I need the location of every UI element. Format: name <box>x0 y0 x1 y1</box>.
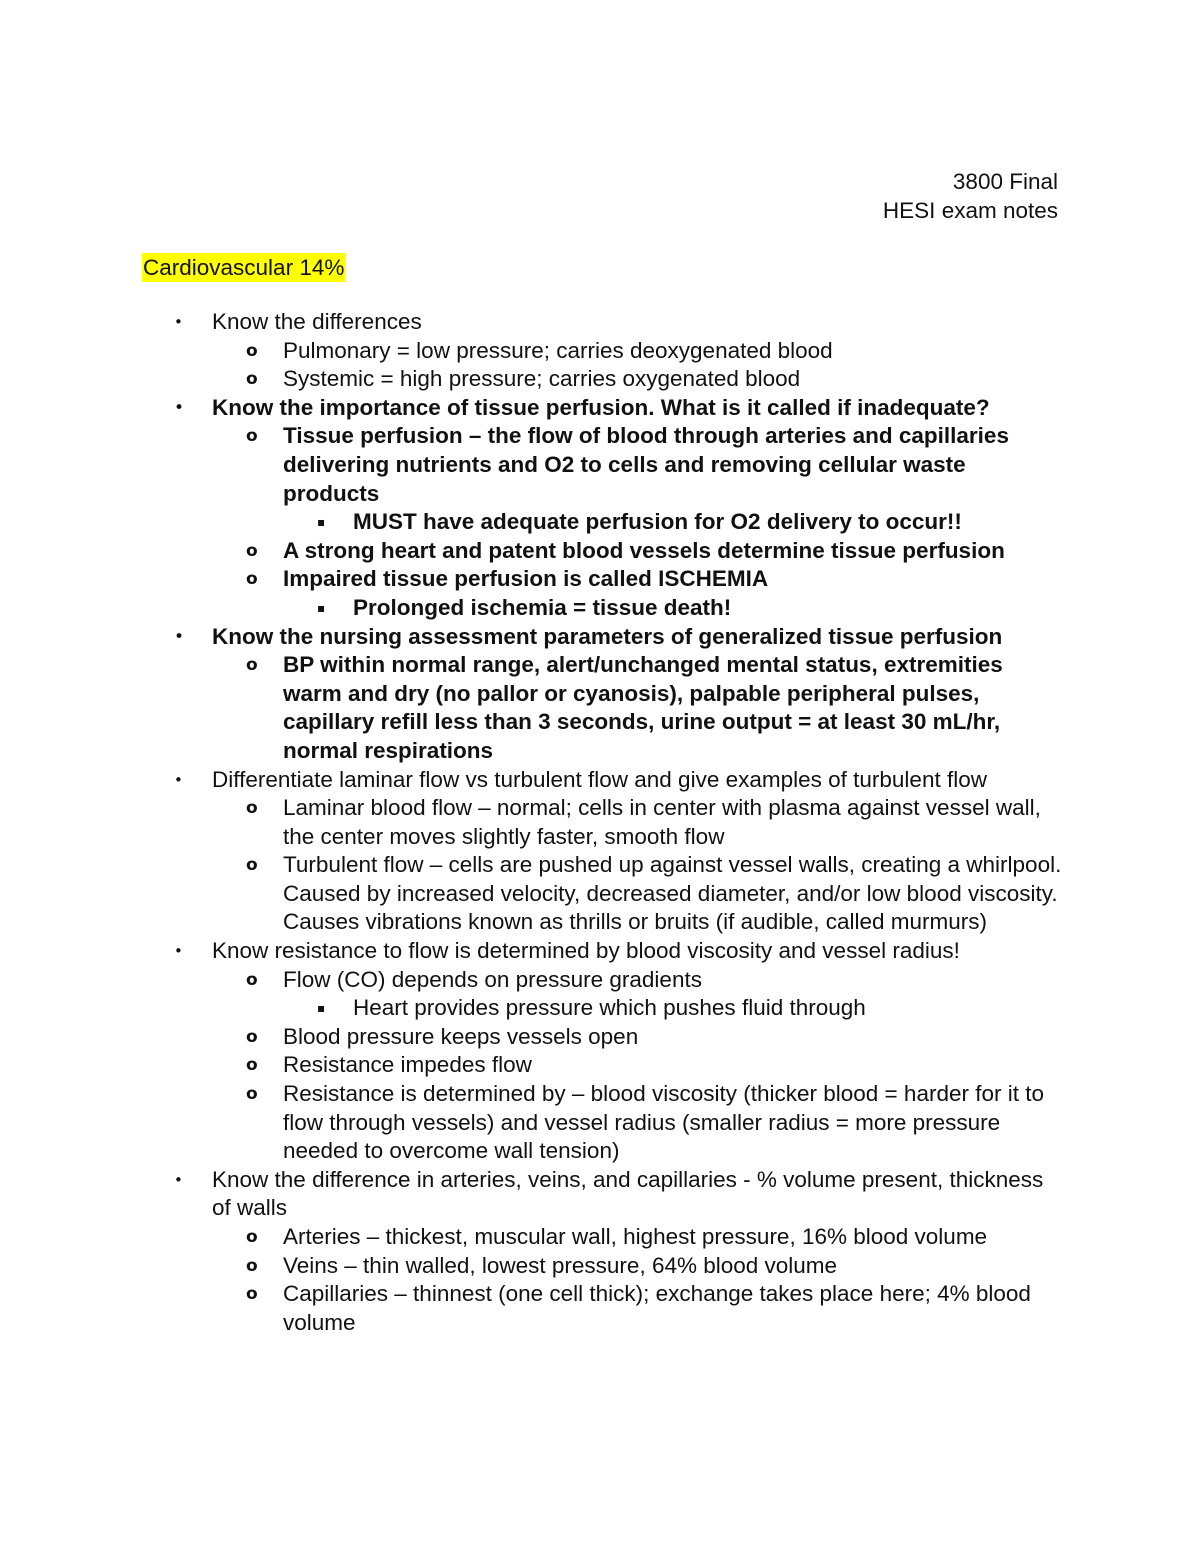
outline-item-text: Resistance impedes flow <box>283 1052 532 1078</box>
outline-item-text: Laminar blood flow – normal; cells in center with plasma against vessel wall, the center moves slightly faster, smooth flow <box>283 795 1041 849</box>
outline-item-level-2 <box>142 651 1062 765</box>
bullet-circle-icon: o <box>246 340 258 361</box>
bullet-circle-icon: o <box>246 369 258 390</box>
outline-item-level-2 <box>142 565 1062 594</box>
notes-list <box>142 308 1062 1337</box>
bullet-square-icon: ▪ <box>317 515 326 530</box>
outline-item-text: Veins – thin walled, lowest pressure, 64% blood volume <box>283 1252 838 1278</box>
outline-item-text: Know the difference in arteries, veins, and capillaries - % volume present, thickness of walls <box>212 1166 1044 1221</box>
outline-item-level-2 <box>142 1051 1062 1080</box>
outline-item-level-2 <box>142 1023 1062 1052</box>
bullet-circle-icon: o <box>246 1284 258 1305</box>
outline-item-level-2 <box>142 1080 1062 1166</box>
bullet-disc-icon: • <box>174 397 185 418</box>
outline-item-text: Heart provides pressure which pushes fluid through <box>353 995 866 1021</box>
outline-item-level-2 <box>142 851 1062 937</box>
outline-item-level-3 <box>142 508 1062 537</box>
outline-item-level-1 <box>142 623 1062 652</box>
bullet-circle-icon: o <box>246 569 258 590</box>
outline-item-level-2 <box>142 966 1062 995</box>
outline-item-level-1 <box>142 937 1062 966</box>
outline-item-level-2 <box>142 337 1062 366</box>
course-title: 3800 Final <box>952 169 1058 194</box>
outline-item-text: Know the nursing assessment parameters of generalized tissue perfusion <box>212 623 1003 649</box>
outline-item-level-3 <box>142 994 1062 1023</box>
outline-item-text: Systemic = high pressure; carries oxygenated blood <box>283 366 801 392</box>
outline-item-level-3 <box>142 594 1062 623</box>
outline-item-text: Know the differences <box>212 309 422 334</box>
outline-item-level-2 <box>142 422 1062 508</box>
outline-item-text: Blood pressure keeps vessels open <box>283 1023 639 1049</box>
outline-item-text: Impaired tissue perfusion is called ISCHEMIA <box>283 566 769 592</box>
bullet-circle-icon: o <box>246 969 258 990</box>
bullet-disc-icon: • <box>174 1170 183 1189</box>
section-heading: Cardiovascular 14% <box>143 255 345 280</box>
outline-item-level-2 <box>142 1223 1062 1252</box>
outline-item-level-2 <box>142 1252 1062 1281</box>
bullet-square-icon: ▪ <box>317 1001 326 1016</box>
outline-item-text: Prolonged ischemia = tissue death! <box>353 594 732 620</box>
bullet-disc-icon: • <box>174 770 183 789</box>
outline-item-text: Arteries – thickest, muscular wall, highest pressure, 16% blood volume <box>283 1224 988 1249</box>
outline-item-text: Flow (CO) depends on pressure gradients <box>283 966 702 992</box>
bullet-circle-icon: o <box>246 426 258 447</box>
document-header <box>883 168 1058 225</box>
outline-item-text: BP within normal range, alert/unchanged mental status, extremities warm and dry (no pallor or cyanosis), palpable peripheral pulses, capillary refill less than 3 seconds, urine output = at least 30 mL/hr, normal respirations <box>283 652 1003 763</box>
bullet-circle-icon: o <box>246 540 258 561</box>
outline-item-level-1 <box>142 308 1062 337</box>
outline-item-level-2 <box>142 537 1062 566</box>
bullet-circle-icon: o <box>246 798 258 819</box>
outline-item-text: Know the importance of tissue perfusion. What is it called if inadequate? <box>212 394 990 420</box>
outline-item-text: Resistance is determined by – blood viscosity (thicker blood = harder for it to flow through vessels) and vessel radius (smaller radius = more pressure needed to overcome wall tension) <box>283 1081 1044 1164</box>
bullet-square-icon: ▪ <box>317 600 326 615</box>
bullet-disc-icon: • <box>174 313 183 331</box>
outline-item-level-2 <box>142 1280 1062 1337</box>
bullet-circle-icon: o <box>246 1026 258 1047</box>
bullet-circle-icon: o <box>246 655 258 676</box>
bullet-circle-icon: o <box>246 855 258 876</box>
outline-item-level-2 <box>142 365 1062 394</box>
bullet-disc-icon: • <box>174 942 183 961</box>
outline-item-text: Know resistance to flow is determined by blood viscosity and vessel radius! <box>212 938 960 964</box>
bullet-circle-icon: o <box>246 1227 258 1247</box>
outline-item-level-1 <box>142 394 1062 423</box>
bullet-disc-icon: • <box>174 626 185 647</box>
outline-item-text: MUST have adequate perfusion for O2 delivery to occur!! <box>353 509 962 535</box>
outline-item-text: Turbulent flow – cells are pushed up against vessel walls, creating a whirlpool. Caused by increased velocity, decreased diameter, and/or low blood viscosity. Causes vibrations known as thrills or bruits (if audible, called murmurs) <box>283 852 1062 935</box>
outline-item-level-1 <box>142 1166 1062 1223</box>
outline-item-text: Tissue perfusion – the flow of blood through arteries and capillaries delivering nutrients and O2 to cells and removing cellular waste products <box>283 423 1009 506</box>
bullet-circle-icon: o <box>246 1055 258 1076</box>
outline-item-text: Differentiate laminar flow vs turbulent flow and give examples of turbulent flow <box>212 766 987 792</box>
outline-item-text: A strong heart and patent blood vessels determine tissue perfusion <box>283 537 1005 563</box>
outline-item-text: Pulmonary = low pressure; carries deoxygenated blood <box>283 337 833 363</box>
document-subtitle: HESI exam notes <box>882 197 1058 223</box>
outline-item-level-2 <box>142 794 1062 851</box>
outline-item-level-1 <box>142 766 1062 795</box>
bullet-circle-icon: o <box>246 1084 258 1105</box>
outline-item-text: Capillaries – thinnest (one cell thick); exchange takes place here; 4% blood volume <box>283 1281 1031 1335</box>
bullet-circle-icon: o <box>246 1255 258 1276</box>
